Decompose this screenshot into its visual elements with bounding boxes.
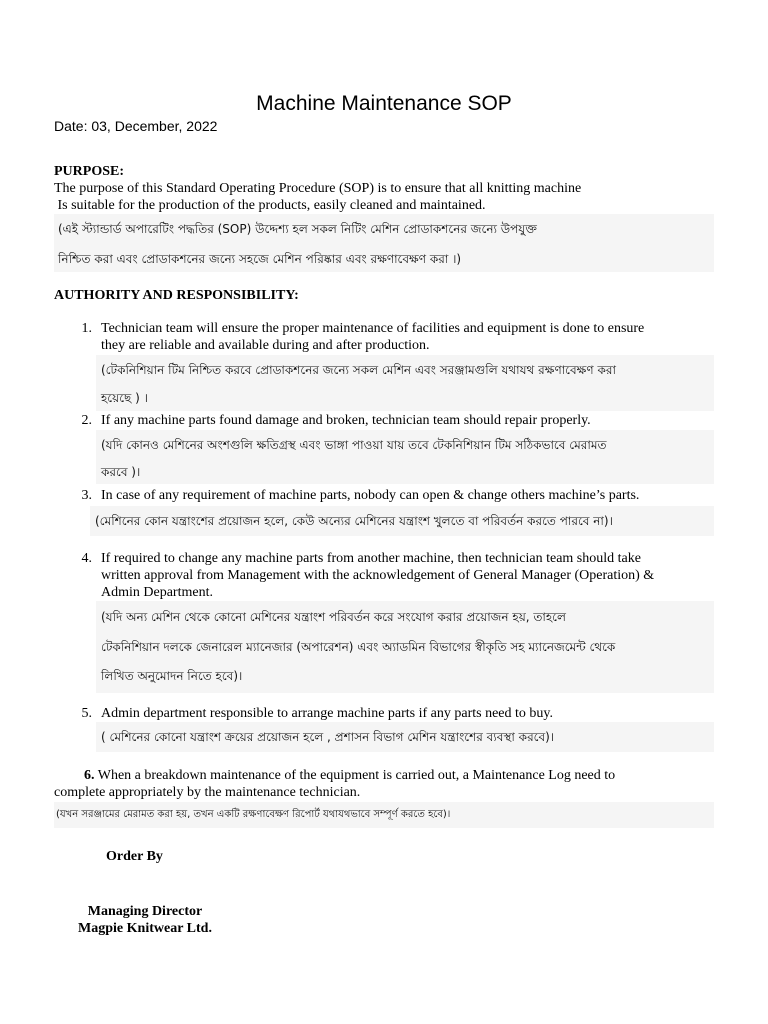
order-by-label: Order By: [106, 849, 163, 864]
authority-heading: AUTHORITY AND RESPONSIBILITY:: [54, 288, 299, 303]
item-number: 4.: [81, 551, 92, 566]
purpose-bengali-line-2: নিশ্চিত করা এবং প্রোডাকশনের জন্যে সহজে মেশিন পরিষ্কার এবং রক্ষণাবেক্ষণ করা ।): [58, 252, 462, 266]
item-5-text-line-1: Admin department responsible to arrange machine parts if any parts need to buy.: [101, 706, 554, 721]
item-4-bengali-line-1: (যদি অন্য মেশিন থেকে কোনো মেশিনের যন্ত্রাংশ পরিবর্তন করে সংযোগ করার প্রয়োজন হয়, তাহলে: [101, 610, 566, 624]
item-6-text-line-2: complete appropriately by the maintenance technician.: [54, 785, 361, 800]
item-number: 2.: [81, 413, 92, 428]
purpose-text-line-2: Is suitable for the production of the products, easily cleaned and maintained.: [54, 198, 486, 213]
item-4-text-line-2: written approval from Management with the acknowledgement of General Manager (Operation) &: [101, 568, 655, 583]
item-6-number: 6.: [84, 768, 95, 783]
document-title: Machine Maintenance SOP: [256, 92, 512, 115]
purpose-heading: PURPOSE:: [54, 164, 124, 179]
item-2-bengali-line-2: করবে )।: [101, 465, 141, 479]
document-date: Date: 03, December, 2022: [54, 118, 218, 134]
item-6-text: When a breakdown maintenance of the equipment is carried out, a Maintenance Log need to: [94, 768, 616, 783]
item-1-text-line-1: Technician team will ensure the proper maintenance of facilities and equipment is done to ensure: [101, 321, 645, 336]
purpose-text-line-1: The purpose of this Standard Operating Procedure (SOP) is to ensure that all knitting machine: [54, 181, 582, 196]
item-1-text-line-2: they are reliable and available during and after production.: [101, 338, 430, 353]
signatory-role: Managing Director: [87, 904, 203, 919]
item-number: 5.: [81, 706, 92, 721]
item-5-bengali-line-1: ( মেশিনের কোনো যন্ত্রাংশ ক্রয়ের প্রয়োজন হলে , প্রশাসন বিভাগ মেশিন যন্ত্রাংশের ব্যবস্থা করবে)।: [101, 730, 555, 744]
item-4-bengali-line-2: টেকনিশিয়ান দলকে জেনারেল ম্যানেজার (অপারেশন) এবং অ্যাডমিন বিভাগের স্বীকৃতি সহ ম্যানেজমেন্ট থেকে: [101, 640, 616, 654]
company-name: Magpie Knitwear Ltd.: [78, 921, 212, 936]
item-4-text-line-3: Admin Department.: [101, 585, 213, 600]
item-3-text-line-1: In case of any requirement of machine parts, nobody can open & change others machine’s parts.: [101, 488, 640, 503]
item-1-bengali-line-2: হয়েছে ) ।: [101, 391, 148, 405]
item-number: 3.: [81, 488, 92, 503]
item-3-bengali-line-1: (মেশিনের কোন যন্ত্রাংশের প্রয়োজন হলে, কেউ অন্যের মেশিনের যন্ত্রাংশ খুলতে বা পরিবর্তন করতে পারবে না)।: [95, 514, 613, 528]
item-6-text-line-1: [54, 767, 714, 784]
item-2-bengali-line-1: (যদি কোনও মেশিনের অংশগুলি ক্ষতিগ্রস্থ এবং ভাঙ্গা পাওয়া যায় তবে টেকনিশিয়ান টিম সঠিকভাবে মেরামত: [101, 438, 607, 452]
purpose-bengali-line-1: (এই স্ট্যান্ডার্ড অপারেটিং পদ্ধতির (SOP) উদ্দেশ্য হল সকল নিটিং মেশিন প্রোডাকশনের জন্যে উপযুক্ত: [58, 222, 537, 236]
item-number: 1.: [81, 321, 92, 336]
item-6-bengali-line-1: (যখন সরঞ্জামের মেরামত করা হয়, তখন একটি রক্ষণাবেক্ষণ রিপোর্ট যথাযথভাবে সম্পূর্ণ করতে হবে)।: [56, 809, 451, 820]
item-4-text-line-1: If required to change any machine parts from another machine, then technician team should take: [101, 551, 641, 566]
item-1-bengali-line-1: (টেকনিশিয়ান টিম নিশ্চিত করবে প্রোডাকশনের জন্যে সকল মেশিন এবং সরঞ্জামগুলি যথাযথ রক্ষণাবেক্ষণ করা: [101, 363, 616, 377]
item-4-bengali-line-3: লিখিত অনুমোদন নিতে হবে)।: [101, 669, 243, 683]
item-2-text-line-1: If any machine parts found damage and broken, technician team should repair properly.: [101, 413, 591, 428]
